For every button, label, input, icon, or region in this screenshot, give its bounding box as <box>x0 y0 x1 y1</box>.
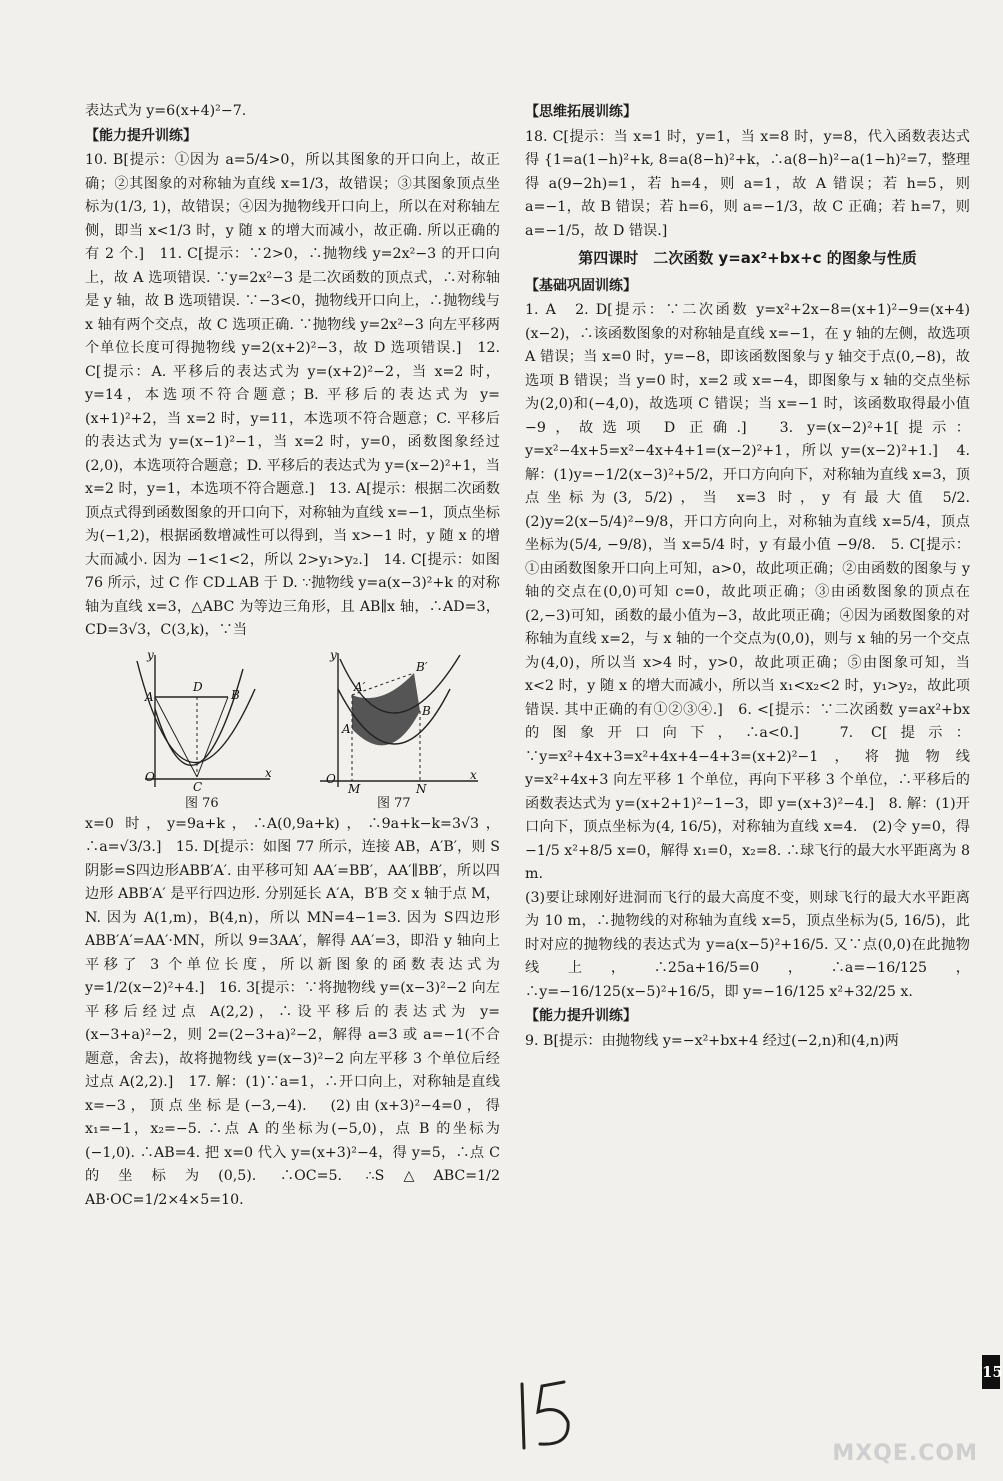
intro-line: 表达式为 y=6(x+4)²−7. <box>85 103 247 119</box>
svg-text:N: N <box>416 781 427 796</box>
lesson-title: 第四课时 二次函数 y=ax²+bx+c 的图象与性质 <box>578 249 917 267</box>
answer-block-14-17: x=0 时，y=9a+k，∴A(0,9a+k)，∴9a+k−k=3√3，∴a=√3/3.] 15. D[提示：如图 77 所示，连接 AB，A′B′，则 S阴影=S四边形ABB′A′. 由平移可知 AA′=BB′，AA′∥BB′，所以四边形 ABB′A′ 是平行四边形. 分别延长 A′A，B′B 交 x 轴于点 M，N. 因为 A(1,m)，B(4,n)，所以 MN=4−1=3. 因为 S四边形ABB′A′=AA′·MN，所以 9=3AA′，解得 AA′=3，即沿 y 轴向上平移了 3 个单位长度，所以新图象的函数表达式为 y=1/2(x−2)²+4.] 16. 3[提示：∵将抛物线 y=(x−3)²−2 向左平移后经过点 A(2,2)，∴设平移后的表达式为 y=(x−3+a)²−2，则 2=(2−3+a)²−2，解得 a=3 或 a=−1(不合题意，舍去)，故将抛物线 y=(x−3)²−2 向左平移 3 个单位后经过点 A(2,2).] 17. 解：(1)∵a=1，∴开口向上，对称轴是直线 x=−3，顶点坐标是(−3,−4). (2)由(x+3)²−4=0，得 x₁=−1，x₂=−5. ∴点 A 的坐标为(−5,0)，点 B 的坐标为(−1,0). ∴AB=4. 把 x=0 代入 y=(x+3)²−4，得 y=5，∴点 C 的坐标为(0,5). ∴OC=5. ∴S△ABC=1/2 AB·OC=1/2×4×5=10. <box>85 815 500 1208</box>
svg-text:B′: B′ <box>416 659 428 674</box>
answer-block-9: 9. B[提示：由抛物线 y=−x²+bx+4 经过(−2,n)和(4,n)两 <box>525 1032 899 1049</box>
svg-text:B: B <box>231 687 240 702</box>
svg-text:M: M <box>348 781 361 796</box>
watermark <box>794 1410 994 1472</box>
figures-row <box>85 649 500 809</box>
watermark-text: MXQE.COM <box>832 1441 978 1466</box>
answer-block-8-part3: (3)要让球刚好进洞而飞行的最大高度不变，则球飞行的最大水平距离为 10 m，∴抛物线的对称轴为直线 x=5，顶点坐标为(5, 16/5)，此时对应的抛物线的表达式为 y=a(x−5)²+16/5. 又∵点(0,0)在此抛物线上，∴25a+16/5=0，∴a=−16/125，∴y=−16/125(x−5)²+16/5，即 y=−16/125 x²+32/25 x. <box>525 889 970 1000</box>
section-heading-thinking: 【思维拓展训练】 <box>525 104 637 120</box>
svg-text:x: x <box>470 767 477 782</box>
svg-text:A: A <box>342 721 351 736</box>
left-column <box>85 100 500 1212</box>
answer-block-18: 18. C[提示：当 x=1 时，y=1，当 x=8 时，y=8，代入函数表达式得 {1=a(1−h)²+k, 8=a(8−h)²+k，∴a(8−h)²−a(1−h)²=7，整理得 a(9−2h)=1，若 h=4，则 a=1，故 A 错误；若 h=5，则 a=−1，故 B 错误；若 h=6，则 a=−1/3，故 C 正确；若 h=7，则 a=−1/5，故 D 错误.] <box>525 128 970 239</box>
page-number: 15 <box>982 1355 1000 1389</box>
svg-text:y: y <box>147 647 154 662</box>
svg-text:y: y <box>330 647 337 662</box>
figure-77 <box>310 647 480 796</box>
svg-text:x: x <box>265 765 272 780</box>
svg-text:A′: A′ <box>354 679 366 694</box>
svg-text:O: O <box>326 771 336 786</box>
handwritten-page-number <box>512 1376 582 1460</box>
svg-text:A: A <box>145 689 154 704</box>
section-heading-ability-2: 【能力提升训练】 <box>525 1008 637 1024</box>
handwritten-15-icon <box>512 1376 582 1456</box>
answer-block-1-8: 1. A 2. D[提示：∵二次函数 y=x²+2x−8=(x+1)²−9=(x+4)(x−2)，∴该函数图象的对称轴是直线 x=−1，在 y 轴的左侧，故选项 A 错误；当 x=0 时，y=−8，即该函数图象与 y 轴交于点(0,−8)，故选项 B 错误；当 y=0 时，x=2 或 x=−4，即图象与 x 轴的交点坐标为(2,0)和(−4,0)，故选项 C 错误；当 x=−1 时，该函数取得最小值−9，故选项 D 正确.] 3. y=(x−2)²+1[提示：y=x²−4x+5=x²−4x+4+1=(x−2)²+1，所以 y=(x−2)²+1.] 4. 解：(1)y=−1/2(x−3)²+5/2，开口方向向下，对称轴为直线 x=3，顶点坐标为(3, 5/2)，当 x=3 时，y 有最大值 5/2. (2)y=2(x−5/4)²−9/8，开口方向向上，对称轴为直线 x=5/4，顶点坐标为(5/4, −9/8)，当 x=5/4 时，y 有最小值 −9/8. 5. C[提示：①由函数图象开口向上可知，a>0，故此项正确；②由函数的图象与 y 轴的交点在(0,0)可知 c=0，故此项正确；③由函数图象的顶点在(2,−3)可知，函数的最小值为−3，故此项正确；④因为函数图象的对称轴为直线 x=2，与 x 轴的一个交点为(0,0)，则与 x 轴的另一个交点为(4,0)，所以当 x>4 时，y>0，故此项正确；⑤由图象可知，当 x<2 时，y 随 x 的增大而减小，所以当 x₁<x₂<2 时，y₁>y₂，故此项错误. 其中正确的有①②③④.] 6. <[提示：∵二次函数 y=ax²+bx 的图象开口向下，∴a<0.] 7. C[提示：∵y=x²+4x+3=x²+4x+4−4+3=(x+2)²−1，将抛物线 y=x²+4x+3 向左平移 1 个单位，再向下平移 3 个单位，∴平移后的函数表达式为 y=(x+2+1)²−1−3，即 y=(x+3)²−4.] 8. 解：(1)开口向下，顶点坐标为(4, 16/5)，对称轴为直线 x=4. (2)令 y=0，得 −1/5 x²+8/5 x=0，解得 x₁=0，x₂=8. ∴球飞行的最大水平距离为 8 m. <box>525 302 985 882</box>
section-heading-ability: 【能力提升训练】 <box>85 127 197 144</box>
svg-text:B: B <box>422 703 431 718</box>
svg-text:D: D <box>193 679 203 694</box>
svg-text:C: C <box>193 779 203 794</box>
figure-76-caption: 图 76 <box>185 795 219 811</box>
answer-block-10-14: 10. B[提示：①因为 a=5/4>0，所以其图象的开口向上，故正确；②其图象的对称轴为直线 x=1/3，故错误；③其图象顶点坐标为(1/3, 1)，故错误；④因为抛物线开口向上，所以在对称轴左侧，即当 x<1/3 时，y 随 x 的增大而减小，故正确. 所以正确的有 2 个.] 11. C[提示：∵2>0，∴抛物线 y=2x²−3 的开口向上，故 A 选项错误. ∵y=2x²−3 是二次函数的顶点式，∴对称轴是 y 轴，故 B 选项错误. ∵−3<0，抛物线开口向上，∴抛物线与 x 轴有两个交点，故 C 选项正确. ∵抛物线 y=2x²−3 向左平移两个单位长度可得抛物线 y=2(x+2)²−3，故 D 选项错误.] 12. C[提示：A. 平移后的表达式为 y=(x+2)²−2，当 x=2 时，y=14，本选项不符合题意；B. 平移后的表达式为 y=(x+1)²+2，当 x=2 时，y=11，本选项不符合题意；C. 平移后的表达式为 y=(x−1)²−1，当 x=2 时，y=0，函数图象经过(2,0)，本选项符合题意；D. 平移后的表达式为 y=(x−2)²+1，当 x=2 时，y=1，本选项不符合题意.] 13. A[提示：根据二次函数顶点式得到函数图象的开口向下，对称轴为直线 x=−1，顶点坐标为(−1,2)，根据函数增减性可以得到，当 x>−1 时，y 随 x 的增大而减小. 因为 −1<1<2，所以 2>y₁>y₂.] 14. C[提示：如图 76 所示，过 C 作 CD⊥AB 于 D. ∵抛物线 y=a(x−3)²+k 的对称轴为直线 x=3，△ABC 为等边三角形，且 AB∥x 轴，∴AD=3，CD=3√3，C(3,k)，∵当 <box>85 152 500 638</box>
figure-76 <box>125 647 275 794</box>
right-column <box>525 100 985 1053</box>
svg-text:O: O <box>145 769 155 784</box>
section-heading-basic: 【基础巩固训练】 <box>525 277 637 294</box>
figure-77-caption: 图 77 <box>377 795 411 811</box>
